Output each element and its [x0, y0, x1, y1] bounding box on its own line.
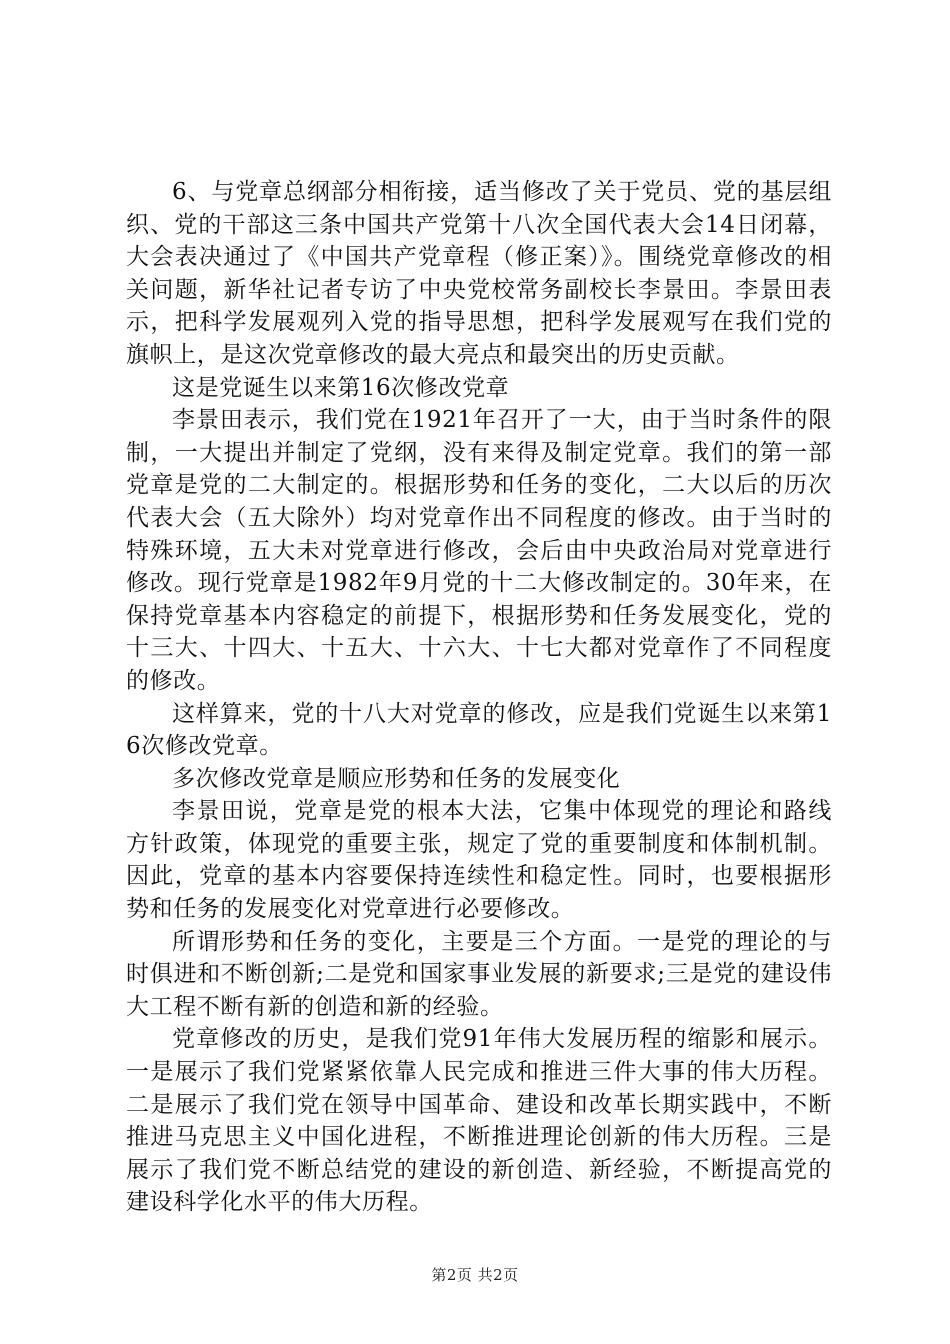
- document-body: [126, 176, 832, 1219]
- paragraph-fundamental-law: 李景田说，党章是党的根本大法，它集中体现党的理论和路线方针政策，体现党的重要主张，规定了党的重要制度和体制机制。因此，党章的基本内容要保持连续性和稳定性。同时，也要根据形势和任务的发展变化对党章进行必要修改。: [126, 798, 832, 923]
- subheading-adapting-to-change: 多次修改党章是顺应形势和任务的发展变化: [172, 765, 621, 792]
- paragraph-amendment-intro: 6、与党章总纲部分相衔接，适当修改了关于党员、党的基层组织、党的干部这三条中国共产党第十八次全国代表大会14日闭幕，大会表决通过了《中国共产党章程（修正案）》。围绕党章修改的相关问题，新华社记者专访了中央党校常务副校长李景田。李景田表示，把科学发展观列入党的指导思想，把科学发展观写在我们党的旗帜上，是这次党章修改的最大亮点和最突出的历史贡献。: [126, 179, 832, 368]
- paragraph-revision-history: 李景田表示，我们党在1921年召开了一大，由于当时条件的限制，一大提出并制定了党纲，没有来得及制定党章。我们的第一部党章是党的二大制定的。根据形势和任务的变化，二大以后的历次代表大会（五大除外）均对党章作出不同程度的修改。由于当时的特殊环境，五大未对党章进行修改，会后由中央政治局对党章进行修改。现行党章是1982年9月党的十二大修改制定的。30年来，在保持党章基本内容稳定的前提下，根据形势和任务发展变化，党的十三大、十四大、十五大、十六大、十七大都对党章作了不同程度的修改。: [126, 407, 832, 694]
- paragraph-three-aspects: 所谓形势和任务的变化，主要是三个方面。一是党的理论的与时俱进和不断创新;二是党和国家事业发展的新要求;三是党的建设伟大工程不断有新的创造和新的经验。: [126, 928, 832, 1020]
- page-footer: 第2页 共2页: [431, 1266, 519, 1284]
- paragraph-history-summary: 党章修改的历史，是我们党91年伟大发展历程的缩影和展示。一是展示了我们党紧紧依靠人民完成和推进三件大事的伟大历程。二是展示了我们党在领导中国革命、建设和改革长期实践中，不断推进马克思主义中国化进程，不断推进理论创新的伟大历程。三是展示了我们党不断总结党的建设的新创造、新经验，不断提高党的建设科学化水平的伟大历程。: [126, 1026, 832, 1216]
- subheading-16th-revision: 这是党诞生以来第16次修改党章: [172, 374, 510, 401]
- paragraph-16th-count: 这样算来，党的十八大对党章的修改，应是我们党诞生以来第16次修改党章。: [126, 700, 832, 760]
